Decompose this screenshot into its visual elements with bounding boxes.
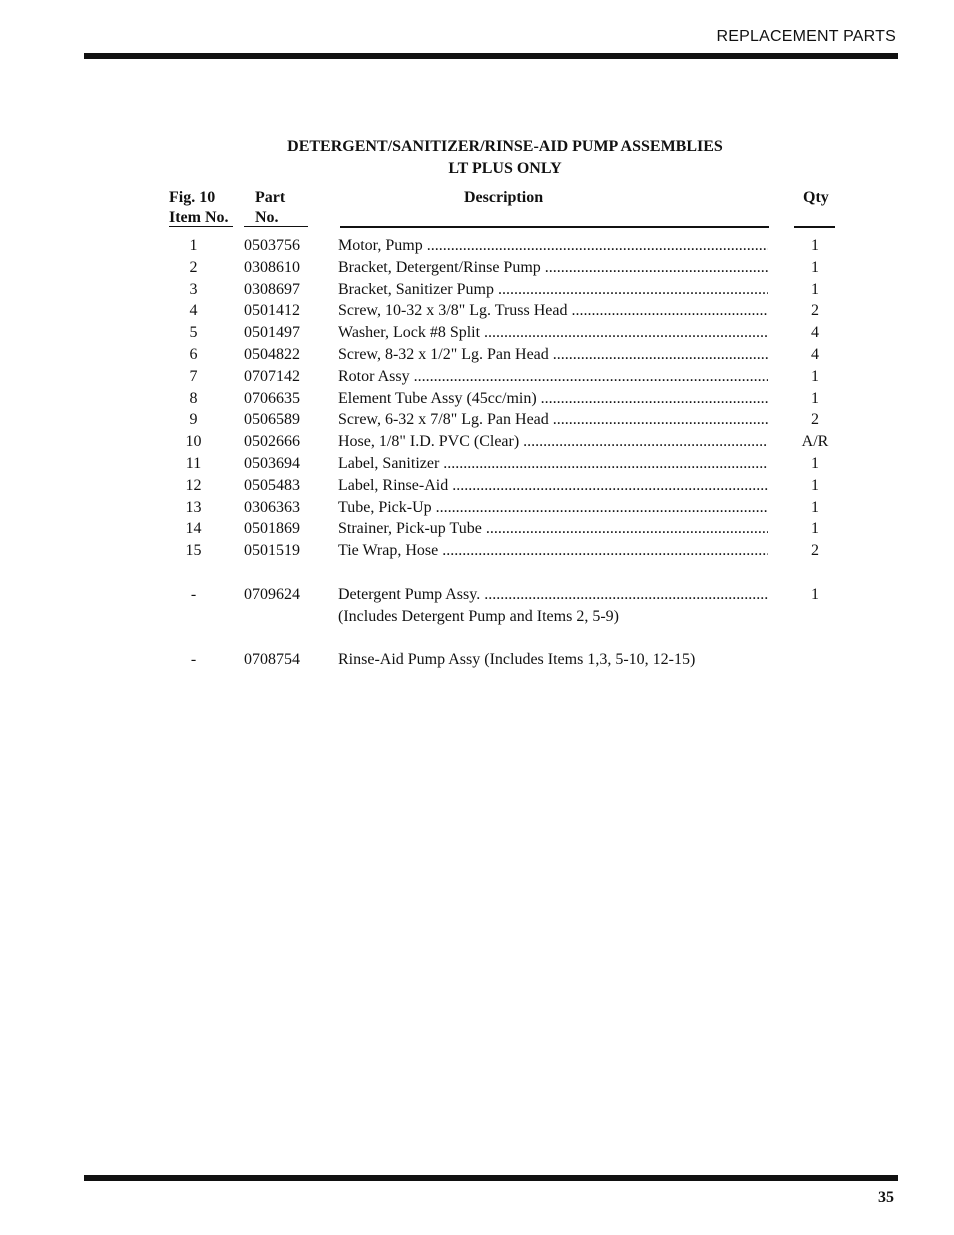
part-number: 0707142 — [244, 367, 300, 385]
page-title: DETERGENT/SANITIZER/RINSE-AID PUMP ASSEMBLIES — [287, 138, 723, 155]
part-description: Tube, Pick-Up ..... — [338, 497, 768, 519]
parts-row — [0, 453, 954, 475]
part-description: Screw, 8-32 x 1/2" Lg. Pan Head ..... — [338, 344, 768, 366]
item-number: 1 — [189, 237, 198, 254]
parts-row — [0, 409, 954, 431]
header-rule — [84, 53, 898, 59]
item-number: 8 — [189, 389, 198, 407]
part-qty: 2 — [811, 411, 819, 429]
item-number: - — [190, 651, 197, 669]
column-header-item-line2: Item No. — [169, 209, 229, 226]
parts-row — [0, 540, 954, 562]
part-number: 0503694 — [244, 454, 300, 472]
item-number: - — [190, 585, 197, 603]
part-description: Screw, 6-32 x 7/8" Lg. Pan Head ..... — [338, 409, 768, 431]
part-number: 0502666 — [244, 433, 300, 451]
parts-row — [0, 366, 954, 388]
part-description: Rinse-Aid Pump Assy (Includes Items 1,3, 5-10, 12-15) — [338, 651, 696, 669]
footer-rule — [84, 1175, 898, 1181]
page-number: 35 — [878, 1189, 894, 1206]
part-description: Screw, 10-32 x 3/8" Lg. Truss Head ..... — [338, 300, 768, 322]
part-description: Rotor Assy ..... — [338, 366, 768, 388]
section-header-label: REPLACEMENT PARTS — [716, 28, 896, 45]
parts-row — [0, 431, 954, 453]
part-number: 0706635 — [244, 389, 300, 407]
item-number: 4 — [189, 302, 198, 320]
column-header-part — [244, 188, 285, 228]
item-number: 3 — [189, 280, 198, 298]
part-number: 0501869 — [244, 520, 300, 538]
part-number: 0308610 — [244, 258, 300, 276]
part-qty: 1 — [811, 498, 819, 516]
column-header-item-line1: Fig. 10 — [169, 189, 216, 206]
part-qty: 1 — [811, 520, 819, 538]
column-header-description: Description — [464, 189, 544, 206]
parts-row — [0, 475, 954, 497]
part-description: Element Tube Assy (45cc/min) ..... — [338, 388, 768, 410]
column-underline-description — [340, 226, 769, 228]
column-header-qty: Qty — [803, 189, 829, 206]
assembly-row — [0, 584, 954, 606]
part-qty: 1 — [811, 367, 819, 385]
part-description: Washer, Lock #8 Split ..... — [338, 322, 768, 344]
parts-list — [0, 235, 954, 671]
item-number: 14 — [185, 520, 202, 538]
part-qty: 4 — [811, 324, 819, 342]
part-number: 0501412 — [244, 302, 300, 320]
part-description: Motor, Pump ..... — [338, 235, 768, 257]
part-number: 0306363 — [244, 498, 300, 516]
part-qty: 1 — [811, 237, 819, 254]
item-number: 9 — [189, 411, 198, 429]
parts-row — [0, 497, 954, 519]
item-number: 10 — [185, 433, 202, 451]
part-qty: 2 — [811, 542, 819, 560]
column-underline-item — [169, 226, 233, 227]
part-description: Tie Wrap, Hose ..... — [338, 540, 768, 562]
item-number: 7 — [189, 367, 198, 385]
part-number: 0708754 — [244, 651, 300, 669]
row-spacer — [0, 562, 954, 584]
part-description: Bracket, Detergent/Rinse Pump ..... — [338, 257, 768, 279]
part-description: Detergent Pump Assy. ..... — [338, 584, 768, 606]
part-qty: 1 — [811, 258, 819, 276]
part-number: 0308697 — [244, 280, 300, 298]
part-qty: 1 — [811, 454, 819, 472]
part-number: 0506589 — [244, 411, 300, 429]
item-number: 15 — [185, 542, 202, 560]
part-qty: 1 — [811, 389, 819, 407]
parts-row — [0, 257, 954, 279]
item-number: 6 — [189, 345, 198, 363]
part-description: Hose, 1/8" I.D. PVC (Clear) ..... — [338, 431, 768, 453]
part-number: 0709624 — [244, 585, 300, 603]
parts-row — [0, 235, 954, 257]
assembly-note-row — [0, 606, 954, 628]
part-qty: A/R — [801, 433, 829, 451]
part-description: Label, Sanitizer ..... — [338, 453, 768, 475]
parts-row — [0, 322, 954, 344]
parts-row — [0, 279, 954, 301]
column-underline-qty — [794, 226, 835, 228]
part-qty: 1 — [811, 585, 819, 603]
item-number: 5 — [189, 324, 198, 342]
parts-row — [0, 300, 954, 322]
row-spacer — [0, 627, 954, 649]
part-qty: 2 — [811, 302, 819, 320]
column-header-part-line2: No. — [255, 209, 279, 226]
item-number: 11 — [185, 454, 202, 472]
part-qty: 1 — [811, 476, 819, 494]
part-number: 0505483 — [244, 476, 300, 494]
part-description: Strainer, Pick-up Tube ..... — [338, 518, 768, 540]
part-number: 0504822 — [244, 345, 300, 363]
part-number: 0501497 — [244, 324, 300, 342]
column-underline-part — [244, 226, 308, 227]
parts-row — [0, 518, 954, 540]
part-number: 0501519 — [244, 542, 300, 560]
item-number: 2 — [189, 258, 198, 276]
part-qty: 1 — [811, 280, 819, 298]
column-header-part-line1: Part — [255, 189, 286, 206]
column-header-item — [169, 188, 229, 228]
part-number: 0503756 — [244, 237, 300, 254]
part-description: Bracket, Sanitizer Pump ..... — [338, 279, 768, 301]
assembly-row — [0, 649, 954, 671]
part-description: Label, Rinse-Aid ..... — [338, 475, 768, 497]
part-qty: 4 — [811, 345, 819, 363]
item-number: 13 — [185, 498, 202, 516]
item-number: 12 — [185, 476, 202, 494]
page-subtitle: LT PLUS ONLY — [448, 160, 562, 177]
assembly-note: (Includes Detergent Pump and Items 2, 5-9) — [338, 607, 619, 625]
parts-row — [0, 344, 954, 366]
parts-row — [0, 388, 954, 410]
